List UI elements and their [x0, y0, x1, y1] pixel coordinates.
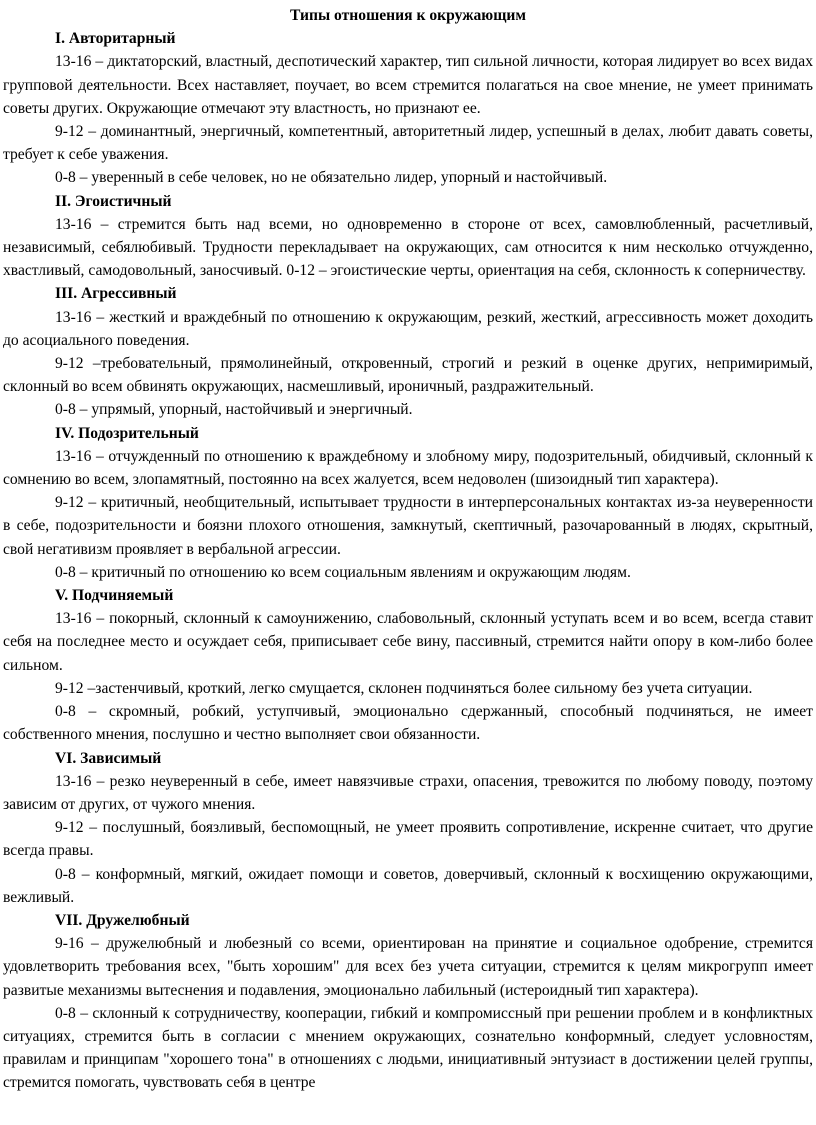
- paragraph: 9-12 – доминантный, энергичный, компетентный, авторитетный лидер, успешный в делах, любит давать советы, требует к себе уважения.: [3, 123, 813, 164]
- paragraph: 0-8 – упрямый, упорный, настойчивый и энергичный.: [55, 401, 413, 419]
- paragraph: 13-16 – стремится быть над всеми, но одновременно в стороне от всех, самовлюбленный, расчетливый, независимый, себялюбивый. Трудности перекладывает на окружающих, сам относится к ним несколько отчужденно, хвастливый, самодовольный, заносчивый. 0-12 – эгоистические черты, ориентация на себя, склонность к соперничеству.: [3, 215, 813, 280]
- paragraph: 13-16 – диктаторский, властный, деспотический характер, тип сильной личности, которая лидирует во всех видах групповой деятельности. Всех наставляет, поучает, во всем стремится полагаться на свое мнение, не умеет принимать советы других. Окружающие отмечают эту властность, но признают ее.: [3, 53, 813, 117]
- paragraph: 13-16 – отчужденный по отношению к враждебному и злобному миру, подозрительный, обидчивый, склонный к сомнению во всем, злопамятный, постоянно на всех жалуется, всем недоволен (шизоидный тип характера).: [3, 447, 813, 489]
- paragraph: 13-16 – резко неуверенный в себе, имеет навязчивые страхи, опасения, тревожится по любому поводу, поэтому зависим от других, от чужого мнения.: [3, 772, 813, 813]
- section-heading: IV. Подозрительный: [55, 424, 199, 442]
- paragraph: 0-8 – критичный по отношению ко всем социальным явлениям и окружающим людям.: [55, 563, 631, 581]
- paragraph: 9-12 – критичный, необщительный, испытывает трудности в интерперсональных контактах из-за неуверенности в себе, подозрительности и боязни плохого отношения, замкнутый, скептичный, разочарованный в людях, скрытный, свой негативизм проявляет в вербальной агрессии.: [3, 494, 813, 558]
- paragraph: 0-8 – конформный, мягкий, ожидает помощи и советов, доверчивый, склонный к восхищению окружающими, вежливый.: [3, 865, 813, 906]
- section-heading: III. Агрессивный: [55, 285, 177, 303]
- paragraph: 9-16 – дружелюбный и любезный со всеми, ориентирован на принятие и социальное одобрение, стремится удовлетворить требования всех, "быть хорошим" для всех без учета ситуации, стремится к целям микрогрупп имеет развитые механизмы вытеснения и подавления, эмоционально лабильный (истероидный тип характера).: [3, 935, 813, 999]
- section-friendly: [3, 909, 813, 1095]
- paragraph: 13-16 – покорный, склонный к самоунижению, слабовольный, склонный уступать всем и во всем, всегда ставит себя на последнее место и осуждает себя, приписывает себе вину, пассивный, стремится найти опору в ком-либо более сильном.: [3, 610, 813, 674]
- paragraph: 9-12 –требовательный, прямолинейный, откровенный, строгий и резкий в оценке других, непримиримый, склонный во всем обвинять окружающих, насмешливый, ироничный, раздражительный.: [3, 355, 813, 396]
- paragraph: 0-8 – скромный, робкий, уступчивый, эмоционально сдержанный, способный подчиняться, не имеет собственного мнения, послушно и честно выполняет свои обязанности.: [3, 703, 813, 744]
- paragraph: 9-12 –застенчивый, кроткий, легко смущается, склонен подчиняться более сильному без учета ситуации.: [55, 679, 753, 697]
- section-heading: VII. Дружелюбный: [55, 911, 190, 929]
- paragraph: 13-16 – жесткий и враждебный по отношению к окружающим, резкий, жесткий, агрессивность может доходить до асоциального поведения.: [3, 308, 813, 349]
- section-heading: I. Авторитарный: [55, 30, 176, 48]
- section-egoistic: [3, 190, 813, 283]
- section-suspicious: [3, 422, 813, 584]
- section-dependent: [3, 747, 813, 909]
- section-aggressive: [3, 282, 813, 421]
- section-heading: VI. Зависимый: [55, 749, 162, 767]
- section-heading: V. Подчиняемый: [55, 587, 174, 605]
- paragraph: 0-8 – уверенный в себе человек, но не обязательно лидер, упорный и настойчивый.: [55, 169, 608, 187]
- section-submissive: [3, 584, 813, 746]
- section-authoritarian: [3, 27, 813, 189]
- page-title: Типы отношения к окружающим: [290, 7, 526, 24]
- section-heading: II. Эгоистичный: [55, 192, 172, 210]
- paragraph: 0-8 – склонный к сотрудничеству, кооперации, гибкий и компромиссный при решении проблем и в конфликтных ситуациях, стремится быть в согласии с мнением окружающих, сознательно конформный, следует условностям, правилам и принципам "хорошего тона" в отношениях с людьми, инициативный энтузиаст в достижении целей группы, стремится помогать, чувствовать себя в центре: [3, 1004, 813, 1092]
- paragraph: 9-12 – послушный, боязливый, беспомощный, не умеет проявить сопротивление, искренне считает, что другие всегда правы.: [3, 819, 813, 860]
